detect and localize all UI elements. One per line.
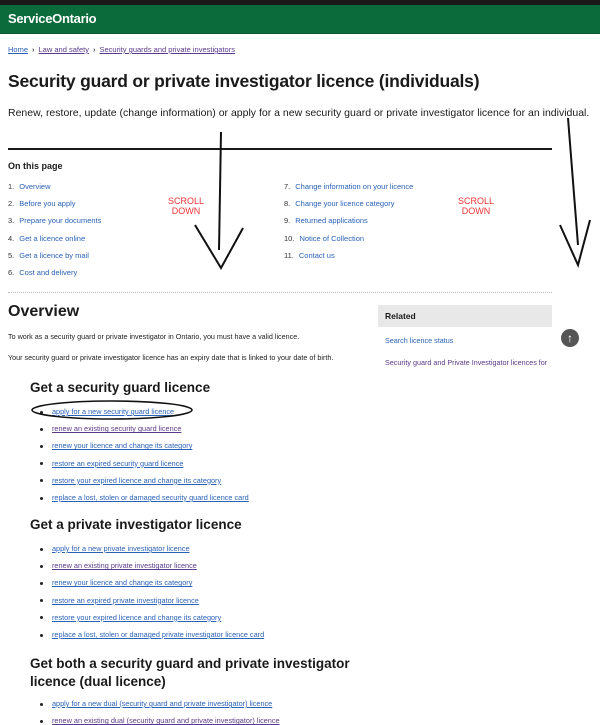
toc-number: 1. (8, 182, 15, 191)
toc-item (8, 268, 77, 277)
licence-link[interactable]: apply for a new dual (security guard and private investigator) licence (52, 699, 273, 708)
licence-link[interactable]: restore an expired security guard licence (52, 458, 184, 468)
toc-number: 4. (8, 233, 15, 243)
list-item (40, 561, 197, 570)
toc-link[interactable]: Change information on your licence (295, 182, 414, 191)
list-item (40, 424, 181, 433)
toc-item (8, 182, 51, 191)
related-panel (378, 305, 552, 327)
list-item (40, 613, 221, 622)
list-item (40, 630, 264, 639)
breadcrumb-law-and-safety[interactable]: Law and safety (38, 45, 89, 54)
toc-number: 7. (284, 182, 291, 191)
toc-item (284, 199, 395, 208)
on-this-page-heading: On this page (8, 161, 63, 171)
chevron-right-icon: › (92, 45, 96, 54)
overview-paragraph: To work as a security guard or private investigator in Ontario, you must have a valid licence. (8, 332, 300, 341)
list-item (40, 441, 192, 450)
page-title: Security guard or private investigator licence (individuals) (8, 71, 480, 91)
toc-number: 3. (8, 216, 15, 226)
toc-item (284, 234, 364, 243)
toc-number: 11. (284, 250, 294, 260)
bullet-icon (40, 565, 43, 568)
list-item (40, 596, 199, 605)
breadcrumb-home[interactable]: Home (8, 45, 29, 54)
licence-link[interactable]: renew an existing dual (security guard and private investigator) licence (52, 716, 280, 725)
bullet-icon (40, 582, 43, 585)
toc-number: 10. (284, 233, 295, 243)
toc-link[interactable]: Change your licence category (295, 199, 395, 209)
section-heading: Get both a security guard and private investigator licence (dual licence) (30, 656, 350, 689)
toc-item (284, 251, 335, 260)
licence-link[interactable]: replace a lost, stolen or damaged private investigator licence card (52, 630, 265, 639)
list-item (40, 544, 190, 553)
section-heading: Get a private investigator licence (30, 517, 242, 532)
toc-number: 2. (8, 199, 15, 209)
page-lead: Renew, restore, update (change information) or apply for a new security guard or private investigator licence for an individual. (8, 107, 590, 119)
toc-item (8, 234, 85, 243)
bullet-icon (40, 616, 43, 619)
list-item (40, 493, 249, 502)
toc-link[interactable]: Overview (19, 182, 51, 191)
bullet-icon (40, 703, 43, 706)
toc-link[interactable]: Cost and delivery (19, 268, 78, 277)
licence-link[interactable]: renew your licence and change its category (52, 578, 193, 588)
bullet-icon (40, 479, 43, 482)
list-item (40, 407, 174, 416)
arrow-up-icon: ↑ (567, 331, 573, 345)
bullet-icon (40, 720, 43, 723)
toc-item (284, 216, 368, 225)
toc-link[interactable]: Get a licence online (19, 233, 86, 243)
toc-item (8, 216, 101, 225)
toc-number: 8. (284, 199, 291, 209)
section-heading: Get a security guard licence (30, 380, 211, 395)
overview-heading: Overview (8, 303, 80, 320)
toc-link[interactable]: Returned applications (295, 216, 368, 226)
bullet-icon (40, 445, 43, 448)
related-heading: Related (385, 311, 416, 321)
scroll-down-annotation: SCROLL DOWN (167, 196, 204, 216)
breadcrumb-security-guards[interactable]: Security guards and private investigators (99, 45, 235, 54)
toc-number: 5. (8, 250, 15, 260)
serviceontario-logo[interactable]: ServiceOntario (8, 11, 97, 26)
list-item (40, 459, 183, 468)
divider (8, 292, 552, 293)
toc-link[interactable]: Notice of Collection (299, 233, 365, 243)
toc-link[interactable]: Contact us (298, 250, 335, 260)
bullet-icon (40, 428, 43, 431)
toc-number: 6. (8, 268, 15, 277)
licence-link[interactable]: renew an existing private investigator licence (52, 561, 197, 571)
toc-link[interactable]: Before you apply (19, 199, 76, 209)
bullet-icon (40, 548, 43, 551)
list-item (40, 578, 192, 587)
toc-item (8, 251, 89, 260)
toc-number: 9. (284, 216, 291, 226)
licence-link[interactable]: renew your licence and change its category (52, 441, 193, 451)
licence-link[interactable]: replace a lost, stolen or damaged security guard licence card (52, 493, 249, 502)
licence-link[interactable]: restore your expired licence and change its category (52, 475, 222, 485)
related-link[interactable]: Security guard and Private Investigator licences for (385, 358, 548, 367)
scroll-down-annotation: SCROLL DOWN (457, 196, 494, 216)
list-item (40, 699, 272, 708)
toc-link[interactable]: Prepare your documents (19, 216, 102, 226)
licence-link[interactable]: restore an expired private investigator licence (52, 595, 199, 605)
bullet-icon (40, 462, 43, 465)
toc-link[interactable]: Get a licence by mail (19, 250, 89, 260)
back-to-top-button[interactable] (561, 329, 579, 347)
chevron-right-icon: › (32, 45, 35, 54)
toc-item (8, 199, 76, 208)
licence-link[interactable]: renew an existing security guard licence (52, 424, 182, 434)
toc-item (284, 182, 413, 191)
licence-link[interactable]: apply for a new private investigator licence (52, 544, 190, 553)
related-link[interactable]: Search licence status (385, 336, 454, 345)
licence-link[interactable]: restore your expired licence and change its category (52, 612, 222, 622)
divider (8, 148, 552, 150)
list-item (40, 476, 221, 485)
bullet-icon (40, 634, 43, 637)
overview-paragraph: Your security guard or private investigator licence has an expiry date that is linked to your date of birth. (8, 353, 334, 362)
list-item (40, 716, 280, 725)
bullet-icon (40, 599, 43, 602)
arrow-annotation (560, 118, 590, 265)
bullet-icon (40, 411, 43, 414)
bullet-icon (40, 497, 43, 500)
breadcrumb (8, 45, 235, 54)
licence-link[interactable]: apply for a new security guard licence (52, 407, 175, 416)
